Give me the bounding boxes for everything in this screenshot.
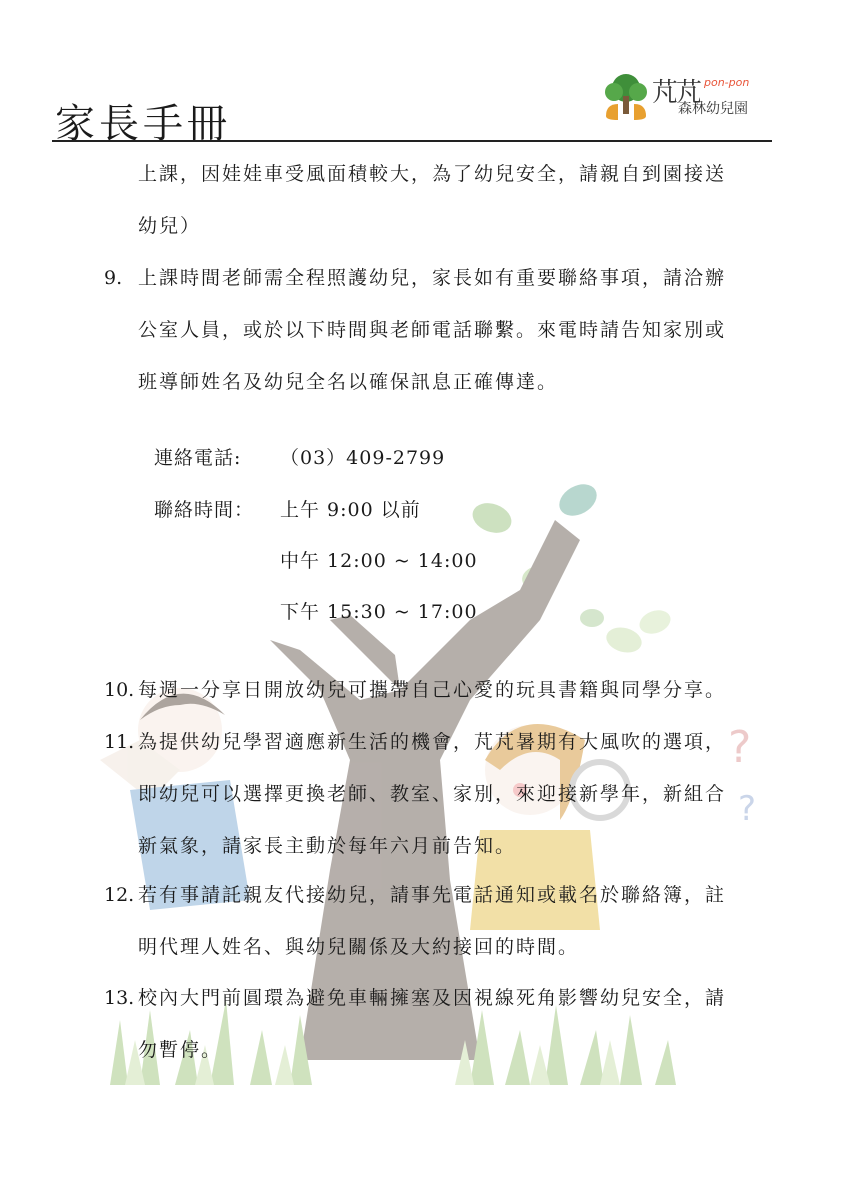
contact-hours-label: 聯絡時間：	[154, 499, 255, 521]
text-line: 為提供幼兒學習適應新生活的機會，芃芃暑期有大風吹的選項，	[138, 731, 727, 753]
text-line: 公室人員，或於以下時間與老師電話聯繫。來電時請告知家別或	[138, 319, 727, 341]
text-line: 若有事請託親友代接幼兒，請事先電話通知或載名於聯絡簿，註	[138, 884, 727, 906]
page-title: 家長手冊	[55, 101, 231, 147]
contact-hours-item: 下午 15:30 ~ 17:00	[280, 601, 478, 623]
logo-subtitle: 森林幼兒園	[678, 101, 748, 117]
item-number: 9.	[104, 267, 123, 289]
text-line: 上課，因娃娃車受風面積較大，為了幼兒安全，請親自到園接送	[138, 163, 727, 185]
contact-phone-value: （03）409-2799	[280, 447, 446, 469]
item-number: 10.	[104, 679, 135, 701]
contact-phone-label: 連絡電話:	[154, 447, 242, 469]
text-line: 明代理人姓名、與幼兒關係及大約接回的時間。	[138, 936, 580, 958]
question-mark: ?	[738, 789, 757, 829]
logo-brand-en: pon-pon	[704, 76, 750, 89]
text-line: 校內大門前圓環為避免車輛擁塞及因視線死角影響幼兒安全，請	[138, 987, 727, 1009]
contact-hours-item: 中午 12:00 ~ 14:00	[280, 550, 478, 572]
text-line: 班導師姓名及幼兒全名以確保訊息正確傳達。	[138, 371, 559, 393]
text-line: 上課時間老師需全程照護幼兒，家長如有重要聯絡事項，請洽辦	[138, 267, 727, 289]
item-number: 13.	[104, 987, 135, 1009]
question-mark: ?	[728, 722, 752, 773]
text-line: 每週一分享日開放幼兒可攜帶自己心愛的玩具書籍與同學分享。	[138, 679, 727, 701]
text-line: 勿暫停。	[138, 1039, 223, 1061]
text-line: 即幼兒可以選擇更換老師、教室、家別，來迎接新學年，新組合	[138, 783, 727, 805]
text-line: 幼兒）	[138, 215, 202, 237]
text-line: 新氣象，請家長主動於每年六月前告知。	[138, 835, 517, 857]
logo-brand: 芃芃	[652, 78, 701, 108]
item-number: 11.	[104, 731, 135, 753]
item-number: 12.	[104, 884, 135, 906]
contact-hours-item: 上午 9:00 以前	[280, 499, 421, 521]
